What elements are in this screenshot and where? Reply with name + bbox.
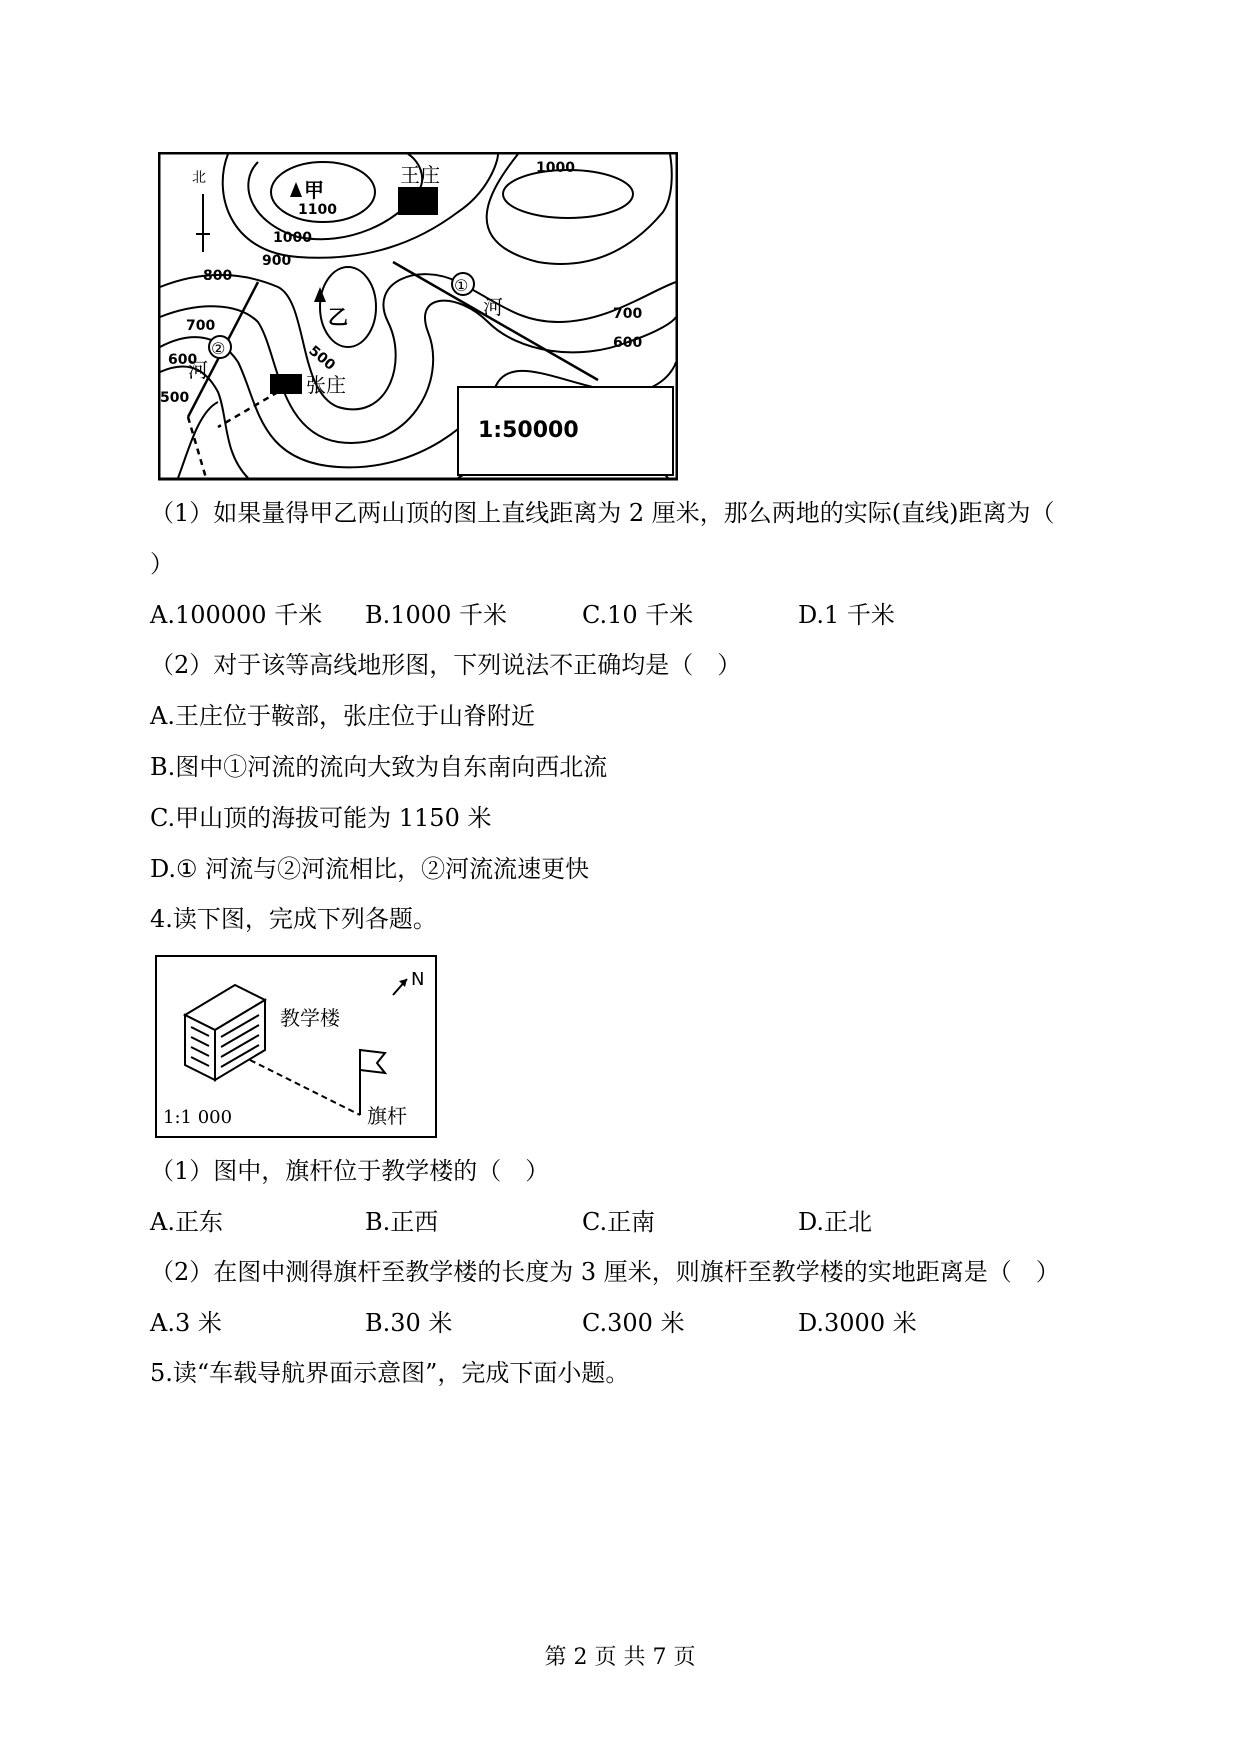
q5-title: 5.读“车载导航界面示意图”，完成下面小题。 bbox=[150, 1359, 630, 1387]
contour-600-b: 600 bbox=[613, 335, 643, 351]
q4-2-stem: （2）在图中测得旗杆至教学楼的长度为 3 厘米，则旗杆至教学楼的实地距离是（ ） bbox=[150, 1258, 1060, 1286]
contour-1000-b: 1000 bbox=[536, 160, 575, 176]
school-scale: 1:1 000 bbox=[163, 1107, 233, 1128]
q4-title: 4.读下图，完成下列各题。 bbox=[150, 905, 437, 933]
q4-2-option-c[interactable]: C.300 米 bbox=[582, 1309, 685, 1337]
q3-2-option-a[interactable]: A.王庄位于鞍部，张庄位于山脊附近 bbox=[150, 702, 535, 730]
q3-1-option-a[interactable]: A.100000 千米 bbox=[150, 601, 323, 629]
q4-1-stem: （1）图中，旗杆位于教学楼的（ ） bbox=[150, 1157, 550, 1185]
river1-number: ① bbox=[454, 276, 469, 295]
q3-2-option-b[interactable]: B.图中①河流的流向大致为自东南向西北流 bbox=[150, 753, 608, 781]
map-scale: 1:50000 bbox=[478, 418, 579, 443]
flagpole-label: 旗杆 bbox=[367, 1104, 407, 1128]
q3-2-option-c[interactable]: C.甲山顶的海拔可能为 1150 米 bbox=[150, 804, 492, 832]
river1-label: 河 bbox=[483, 295, 503, 319]
q3-1-option-b[interactable]: B.1000 千米 bbox=[365, 601, 507, 629]
contour-map-figure bbox=[158, 152, 678, 482]
school-figure bbox=[155, 955, 437, 1138]
q4-2-option-a[interactable]: A.3 米 bbox=[150, 1309, 222, 1337]
page-footer: 第 2 页 共 7 页 bbox=[544, 1645, 696, 1670]
q3-1-option-c[interactable]: C.10 千米 bbox=[582, 601, 694, 629]
contour-1100: 1100 bbox=[298, 202, 337, 218]
q4-1-option-d[interactable]: D.正北 bbox=[798, 1208, 873, 1236]
river2-label: 河 bbox=[188, 358, 208, 382]
q3-2-stem: （2）对于该等高线地形图，下列说法不正确均是（ ） bbox=[150, 651, 742, 679]
contour-700-a: 700 bbox=[186, 318, 216, 334]
q4-2-option-b[interactable]: B.30 米 bbox=[365, 1309, 453, 1337]
q4-1-option-c[interactable]: C.正南 bbox=[582, 1208, 656, 1236]
village-zhangzhuang: 张庄 bbox=[306, 373, 346, 397]
river2-number: ② bbox=[211, 339, 226, 358]
contour-900: 900 bbox=[262, 253, 292, 269]
q3-1-option-d[interactable]: D.1 千米 bbox=[798, 601, 895, 629]
contour-600-a: 600 bbox=[168, 352, 198, 368]
q4-1-option-a[interactable]: A.正东 bbox=[150, 1208, 223, 1236]
north-label-fig2: N bbox=[411, 969, 425, 990]
peak-yi-label: 乙 bbox=[328, 305, 348, 329]
building-label: 教学楼 bbox=[280, 1006, 340, 1030]
contour-1000-a: 1000 bbox=[273, 230, 312, 246]
contour-700-b: 700 bbox=[613, 306, 643, 322]
contour-500-a: 500 bbox=[160, 390, 190, 406]
peak-jia-label: 甲 bbox=[304, 178, 324, 202]
q3-1-stem: （1）如果量得甲乙两山顶的图上直线距离为 2 厘米，那么两地的实际(直线)距离为（ bbox=[150, 499, 1055, 527]
q3-2-option-d[interactable]: D.① 河流与②河流相比，②河流流速更快 bbox=[150, 855, 590, 883]
north-label: 北 bbox=[192, 170, 206, 186]
village-wangzhuang: 王庄 bbox=[400, 163, 440, 187]
contour-800: 800 bbox=[203, 268, 233, 284]
contour-500-b: 500 bbox=[305, 342, 339, 374]
q4-2-option-d[interactable]: D.3000 米 bbox=[798, 1309, 917, 1337]
q3-1-stem-cont: ） bbox=[150, 550, 174, 578]
q4-1-option-b[interactable]: B.正西 bbox=[365, 1208, 439, 1236]
